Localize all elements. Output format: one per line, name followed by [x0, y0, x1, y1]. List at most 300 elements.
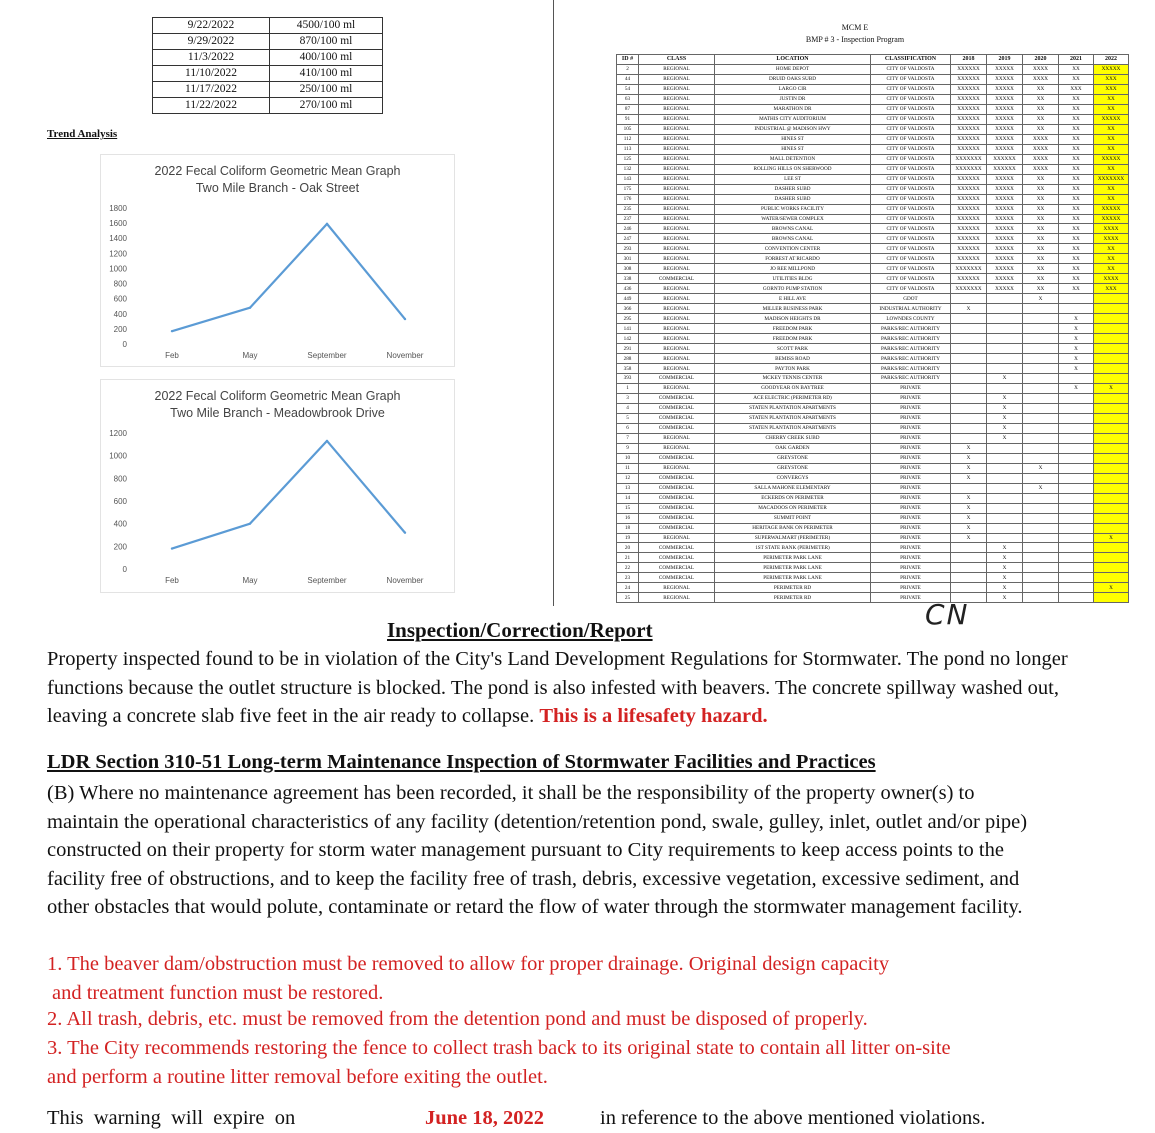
data-point [249, 307, 251, 309]
inventory-cell: CITY OF VALDOSTA [871, 224, 951, 234]
inventory-cell: XX [1094, 264, 1129, 274]
inventory-cell: XXXXX [987, 74, 1023, 84]
inventory-cell [987, 463, 1023, 473]
inventory-cell: XX [1023, 254, 1059, 264]
inventory-cell: XX [1059, 224, 1094, 234]
inventory-cell: LEE ST [715, 174, 871, 184]
inventory-cell: COMMERCIAL [639, 513, 715, 523]
inventory-cell: X [987, 573, 1023, 583]
inventory-cell: PRIVATE [871, 543, 951, 553]
inventory-cell: CITY OF VALDOSTA [871, 214, 951, 224]
inventory-cell: XX [1023, 94, 1059, 104]
inventory-cell [951, 403, 987, 413]
inventory-cell: 175 [617, 184, 639, 194]
sample-date: 9/22/2022 [153, 18, 270, 34]
inventory-cell: PARKS/REC AUTHORITY [871, 344, 951, 354]
inventory-cell: XX [1023, 174, 1059, 184]
inventory-cell: DASHER SUBD [715, 194, 871, 204]
inventory-cell: 23 [617, 573, 639, 583]
inventory-cell: PERIMETER RD [715, 583, 871, 593]
inventory-cell: BROWNS CANAL [715, 234, 871, 244]
chart-meadowbrook [100, 379, 455, 593]
sample-row [153, 50, 383, 66]
inventory-cell: MALL DETENTION [715, 154, 871, 164]
inventory-cell [1023, 344, 1059, 354]
inventory-cell: CITY OF VALDOSTA [871, 84, 951, 94]
chart-subtitle: Two Mile Branch - Oak Street [195, 181, 360, 195]
report-title: Inspection/Correction/Report [387, 618, 653, 642]
inventory-cell: XX [1023, 234, 1059, 244]
inventory-cell: 7 [617, 433, 639, 443]
inventory-cell: XX [1023, 274, 1059, 284]
inventory-cell: CITY OF VALDOSTA [871, 234, 951, 244]
inventory-cell: PRIVATE [871, 503, 951, 513]
x-tick-label: September [307, 351, 347, 360]
inventory-cell: XXXXX [1094, 64, 1129, 74]
inventory-cell: XX [1059, 254, 1094, 264]
inventory-cell [1023, 334, 1059, 344]
inventory-cell: REGIONAL [639, 104, 715, 114]
inventory-cell: REGIONAL [639, 254, 715, 264]
inventory-cell [1059, 573, 1094, 583]
inventory-cell [1023, 354, 1059, 364]
inventory-row [617, 393, 1129, 403]
report-findings: Property inspected found to be in violation of the City's Land Development Regulations for Stormwater. The pond no longer functions because the outlet structure is blocked. The pond is also infested with beavers. The concrete spillway washed out, leaving a concrete slab five feet in the air ready to collapse. [47, 648, 1068, 728]
inventory-cell: X [987, 593, 1023, 603]
inventory-cell: WATER/SEWER COMPLEX [715, 214, 871, 224]
inventory-cell: FORREST AT RICARDO [715, 254, 871, 264]
sample-value: 270/100 ml [270, 98, 383, 114]
data-point [404, 318, 406, 320]
inventory-cell [951, 354, 987, 364]
inventory-cell: REGIONAL [639, 533, 715, 543]
inventory-cell: XXXXX [987, 224, 1023, 234]
chart-oak-street-svg [101, 155, 454, 366]
inventory-cell: 16 [617, 513, 639, 523]
inventory-cell [1094, 413, 1129, 423]
inventory-cell [1059, 294, 1094, 304]
inventory-cell: DRUID OAKS SUBD [715, 74, 871, 84]
inventory-cell [1023, 393, 1059, 403]
inventory-cell: 132 [617, 164, 639, 174]
inventory-cell [1023, 314, 1059, 324]
inventory-cell: PRIVATE [871, 473, 951, 483]
inventory-cell: REGIONAL [639, 463, 715, 473]
y-tick-label: 1000 [109, 451, 127, 461]
inventory-cell: X [1059, 354, 1094, 364]
inventory-cell: X [1094, 533, 1129, 543]
inventory-cell: XXXXXXX [951, 164, 987, 174]
inventory-cell: 288 [617, 354, 639, 364]
inventory-row [617, 573, 1129, 583]
inventory-cell [987, 503, 1023, 513]
inventory-cell: X [951, 463, 987, 473]
inventory-cell [951, 294, 987, 304]
inventory-cell [1059, 583, 1094, 593]
inventory-cell: REGIONAL [639, 134, 715, 144]
inventory-cell: ECKERDS ON PERIMETER [715, 493, 871, 503]
inventory-cell: CITY OF VALDOSTA [871, 204, 951, 214]
inventory-cell: REGIONAL [639, 264, 715, 274]
inventory-cell [1023, 383, 1059, 393]
y-tick-label: 200 [113, 324, 127, 334]
inventory-cell [1059, 393, 1094, 403]
y-tick-label: 800 [113, 474, 127, 484]
inventory-row [617, 94, 1129, 104]
inventory-cell: XXXXXX [951, 94, 987, 104]
inventory-cell: XX [1059, 184, 1094, 194]
chart-title: 2022 Fecal Coliform Geometric Mean Graph [154, 164, 401, 178]
inventory-cell [951, 433, 987, 443]
sample-value: 410/100 ml [270, 66, 383, 82]
inventory-cell: PERIMETER PARK LANE [715, 563, 871, 573]
inventory-row [617, 383, 1129, 393]
inventory-cell [1059, 513, 1094, 523]
inventory-cell: CITY OF VALDOSTA [871, 104, 951, 114]
inventory-cell: CITY OF VALDOSTA [871, 94, 951, 104]
inventory-cell: HERITAGE BANK ON PERIMETER [715, 523, 871, 533]
inventory-cell: COMMERCIAL [639, 374, 715, 384]
inventory-cell [1023, 423, 1059, 433]
inventory-cell: 235 [617, 204, 639, 214]
inventory-cell: CHERRY CREEK SUBD [715, 433, 871, 443]
inventory-cell: XXXXX [987, 134, 1023, 144]
sample-value: 870/100 ml [270, 34, 383, 50]
inventory-cell: X [1059, 344, 1094, 354]
inventory-cell: XX [1059, 114, 1094, 124]
inventory-row [617, 403, 1129, 413]
inventory-cell: XX [1023, 214, 1059, 224]
sample-value: 250/100 ml [270, 82, 383, 98]
inventory-cell: XXXX [1094, 224, 1129, 234]
inventory-cell [987, 483, 1023, 493]
inventory-cell [1094, 344, 1129, 354]
inventory-cell: XXXX [1023, 74, 1059, 84]
inventory-cell: XXXX [1023, 164, 1059, 174]
inventory-cell [1094, 433, 1129, 443]
sample-date: 11/17/2022 [153, 82, 270, 98]
data-point [171, 547, 173, 549]
inventory-cell: PARKS/REC AUTHORITY [871, 354, 951, 364]
inventory-cell: MARATHON DR [715, 104, 871, 114]
inventory-cell [1023, 503, 1059, 513]
inventory-row [617, 533, 1129, 543]
inventory-cell: CITY OF VALDOSTA [871, 144, 951, 154]
inventory-cell [1094, 503, 1129, 513]
inventory-cell: PARKS/REC AUTHORITY [871, 334, 951, 344]
inventory-cell [951, 483, 987, 493]
inventory-cell: GREYSTONE [715, 463, 871, 473]
inventory-cell: BROWNS CANAL [715, 224, 871, 234]
inventory-cell [1023, 324, 1059, 334]
inventory-cell: 1 [617, 383, 639, 393]
inventory-cell: XX [1094, 164, 1129, 174]
y-tick-label: 400 [113, 519, 127, 529]
inventory-cell: GREYSTONE [715, 453, 871, 463]
inventory-cell: LOWNDES COUNTY [871, 314, 951, 324]
inventory-cell: XX [1023, 244, 1059, 254]
inventory-cell: XXXXXX [951, 184, 987, 194]
inventory-cell: XX [1059, 134, 1094, 144]
inventory-cell: PRIVATE [871, 483, 951, 493]
inventory-cell [1059, 413, 1094, 423]
inventory-cell: XXXXXX [951, 224, 987, 234]
inventory-cell: PRIVATE [871, 403, 951, 413]
inventory-cell: 105 [617, 124, 639, 134]
inventory-cell: COMMERCIAL [639, 553, 715, 563]
inventory-row [617, 64, 1129, 74]
inventory-cell [987, 453, 1023, 463]
inventory-cell: PRIVATE [871, 583, 951, 593]
inventory-cell: XXXXX [987, 114, 1023, 124]
inventory-cell: CITY OF VALDOSTA [871, 184, 951, 194]
inventory-cell: 12 [617, 473, 639, 483]
inventory-cell: 18 [617, 523, 639, 533]
inventory-cell [951, 413, 987, 423]
inventory-cell [1059, 533, 1094, 543]
inventory-cell [987, 354, 1023, 364]
sample-row [153, 82, 383, 98]
inventory-cell [987, 294, 1023, 304]
inventory-cell [1023, 453, 1059, 463]
inventory-cell: XX [1094, 144, 1129, 154]
inventory-row [617, 374, 1129, 384]
inventory-cell: CONVERGYS [715, 473, 871, 483]
inventory-cell: XX [1023, 84, 1059, 94]
inventory-cell: X [1059, 383, 1094, 393]
inventory-cell: PERIMETER RD [715, 593, 871, 603]
inventory-cell: XX [1023, 224, 1059, 234]
inventory-cell [1023, 513, 1059, 523]
inventory-cell [987, 533, 1023, 543]
inventory-cell: XX [1094, 244, 1129, 254]
inventory-cell: E HILL AVE [715, 294, 871, 304]
inventory-cell: REGIONAL [639, 174, 715, 184]
inventory-cell: HINES ST [715, 134, 871, 144]
inventory-cell: X [987, 433, 1023, 443]
inventory-cell: X [1059, 334, 1094, 344]
inventory-cell: CITY OF VALDOSTA [871, 74, 951, 84]
inventory-row [617, 284, 1129, 294]
inventory-cell: XXXXXX [951, 144, 987, 154]
inventory-cell: COMMERCIAL [639, 423, 715, 433]
inventory-cell: REGIONAL [639, 224, 715, 234]
sample-row [153, 66, 383, 82]
inventory-cell [1094, 304, 1129, 314]
inventory-cell: REGIONAL [639, 443, 715, 453]
inventory-cell: X [1059, 364, 1094, 374]
inventory-row [617, 503, 1129, 513]
inventory-cell [1023, 563, 1059, 573]
inventory-cell: 4 [617, 403, 639, 413]
inventory-cell: BEMISS ROAD [715, 354, 871, 364]
inventory-cell [1094, 483, 1129, 493]
ldr-section-title: LDR Section 310-51 Long-term Maintenance Inspection of Stormwater Facilities and Practices [47, 751, 876, 773]
warning-prefix: This warning will expire on [47, 1107, 296, 1129]
inventory-cell: MADISON HEIGHTS DR [715, 314, 871, 324]
inventory-row [617, 354, 1129, 364]
inventory-cell: 113 [617, 144, 639, 154]
inventory-header-cell: 2018 [951, 55, 987, 65]
inventory-cell: XXXXXX [951, 114, 987, 124]
inventory-cell [987, 304, 1023, 314]
data-point [171, 330, 173, 332]
inventory-cell [951, 393, 987, 403]
inventory-cell: REGIONAL [639, 74, 715, 84]
inventory-cell: X [987, 413, 1023, 423]
inventory-cell: 125 [617, 154, 639, 164]
inventory-cell: XXXX [1023, 134, 1059, 144]
inventory-cell: MCKEY TENNIS CENTER [715, 374, 871, 384]
sample-value: 4500/100 ml [270, 18, 383, 34]
inventory-cell: REGIONAL [639, 324, 715, 334]
inventory-cell: COMMERCIAL [639, 403, 715, 413]
inventory-cell: CITY OF VALDOSTA [871, 264, 951, 274]
inventory-row [617, 324, 1129, 334]
inventory-cell: XXXXX [987, 284, 1023, 294]
inventory-cell: XXXX [1023, 154, 1059, 164]
data-point [249, 522, 251, 524]
y-tick-label: 0 [122, 565, 127, 574]
inventory-cell: XXXXX [987, 94, 1023, 104]
y-tick-label: 1000 [109, 264, 127, 274]
inventory-cell [1094, 553, 1129, 563]
inventory-cell: X [1023, 483, 1059, 493]
inventory-cell: PRIVATE [871, 393, 951, 403]
inventory-cell: XX [1023, 204, 1059, 214]
inventory-cell: OAK GARDEN [715, 443, 871, 453]
inventory-cell: XXXXX [987, 104, 1023, 114]
inventory-cell: PERIMETER PARK LANE [715, 553, 871, 563]
inventory-cell: 247 [617, 234, 639, 244]
requirement-2: 2. All trash, debris, etc. must be removed from the detention pond and must be disposed of properly. [47, 1008, 868, 1030]
data-point [404, 532, 406, 534]
inventory-cell: REGIONAL [639, 184, 715, 194]
inventory-cell: 308 [617, 264, 639, 274]
inventory-cell [1023, 573, 1059, 583]
inventory-cell: 142 [617, 334, 639, 344]
inventory-cell [1094, 473, 1129, 483]
inventory-cell: X [951, 473, 987, 483]
inventory-cell: XXXXXX [951, 124, 987, 134]
inventory-cell [1023, 593, 1059, 603]
chart-title: 2022 Fecal Coliform Geometric Mean Graph [154, 389, 401, 403]
inventory-cell: 1ST STATE BANK (PERIMETER) [715, 543, 871, 553]
hazard-statement: This is a lifesafety hazard. [539, 705, 768, 728]
inventory-cell: REGIONAL [639, 194, 715, 204]
inventory-cell: X [1023, 294, 1059, 304]
inventory-cell: PRIVATE [871, 573, 951, 583]
inventory-cell [1094, 453, 1129, 463]
inventory-cell: 449 [617, 294, 639, 304]
inventory-cell [1059, 543, 1094, 553]
inventory-cell [1094, 493, 1129, 503]
inventory-cell: XXXXX [987, 64, 1023, 74]
inventory-cell: X [951, 533, 987, 543]
inventory-row [617, 134, 1129, 144]
inventory-cell [987, 523, 1023, 533]
inventory-cell: REGIONAL [639, 364, 715, 374]
series-line [172, 441, 405, 549]
inventory-cell: X [1059, 324, 1094, 334]
inventory-cell: COMMERCIAL [639, 573, 715, 583]
inventory-cell: PRIVATE [871, 423, 951, 433]
report-paragraph [47, 645, 1087, 731]
sample-value: 400/100 ml [270, 50, 383, 66]
inventory-row [617, 274, 1129, 284]
inventory-row [617, 344, 1129, 354]
inventory-cell: XX [1094, 184, 1129, 194]
inventory-cell: REGIONAL [639, 583, 715, 593]
inventory-cell: SALLA MAHONE ELEMENTARY [715, 483, 871, 493]
inventory-cell: XX [1094, 124, 1129, 134]
inventory-cell: XXXXXX [951, 174, 987, 184]
sample-date: 9/29/2022 [153, 34, 270, 50]
inventory-cell: PRIVATE [871, 443, 951, 453]
inventory-cell: X [987, 374, 1023, 384]
inventory-cell: X [951, 523, 987, 533]
inventory-cell: COMMERCIAL [639, 543, 715, 553]
inventory-cell: XXX [1094, 74, 1129, 84]
inventory-cell: XX [1023, 264, 1059, 274]
inventory-cell: X [1094, 583, 1129, 593]
inventory-cell: XXXX [1094, 274, 1129, 284]
inventory-cell: XXXXX [1094, 154, 1129, 164]
inventory-cell: XXXXXX [951, 84, 987, 94]
inventory-cell: 10 [617, 453, 639, 463]
inventory-cell [987, 513, 1023, 523]
inventory-cell: CITY OF VALDOSTA [871, 254, 951, 264]
inventory-cell: XXXXX [1094, 214, 1129, 224]
inventory-cell [1059, 593, 1094, 603]
sample-results-table [152, 17, 383, 114]
inventory-cell: XX [1059, 104, 1094, 114]
inventory-cell: STATEN PLANTATION APARTMENTS [715, 423, 871, 433]
inventory-cell: 176 [617, 194, 639, 204]
y-tick-label: 400 [113, 309, 127, 319]
inventory-cell: XXXXXX [951, 104, 987, 114]
inventory-cell: 301 [617, 254, 639, 264]
inventory-cell: 54 [617, 84, 639, 94]
inventory-cell: REGIONAL [639, 64, 715, 74]
inventory-cell: 338 [617, 274, 639, 284]
inventory-row [617, 84, 1129, 94]
inventory-cell: FREEDOM PARK [715, 324, 871, 334]
inventory-cell [1094, 324, 1129, 334]
inventory-cell [1094, 463, 1129, 473]
inventory-cell: REGIONAL [639, 304, 715, 314]
inventory-row [617, 563, 1129, 573]
y-tick-label: 0 [122, 340, 127, 349]
inventory-cell: XX [1023, 124, 1059, 134]
inventory-title: MCM E [841, 23, 869, 32]
sample-date: 11/10/2022 [153, 66, 270, 82]
inventory-cell [987, 344, 1023, 354]
inventory-cell [1094, 443, 1129, 453]
requirement-3b: and perform a routine litter removal before exiting the outlet. [47, 1066, 548, 1088]
inventory-cell: 25 [617, 593, 639, 603]
inventory-cell [1059, 493, 1094, 503]
inventory-cell: PRIVATE [871, 463, 951, 473]
warning-expiry-date: June 18, 2022 [425, 1107, 545, 1129]
inventory-cell: XXXXX [987, 174, 1023, 184]
inventory-cell: XXXXX [987, 244, 1023, 254]
inventory-cell: REGIONAL [639, 314, 715, 324]
inventory-cell: COMMERCIAL [639, 393, 715, 403]
ldr-section-body: (B) Where no maintenance agreement has been recorded, it shall be the responsibility of the property owner(s) to maintain the operational characteristics of any facility (detention/retention pond, swale, gulley, inlet, outlet and/or pipe) constructed on their property for storm water management pursuant to City requirements to keep access points to the facility free of obstructions, and to keep the facility free of trash, debris, excessive vegetation, excessive sediment, and other obstacles that would polute, contaminate or retard the flow of water through the stormwater management facility. [47, 782, 1028, 919]
inventory-cell: XXXXXX [951, 74, 987, 84]
inventory-cell: REGIONAL [639, 164, 715, 174]
